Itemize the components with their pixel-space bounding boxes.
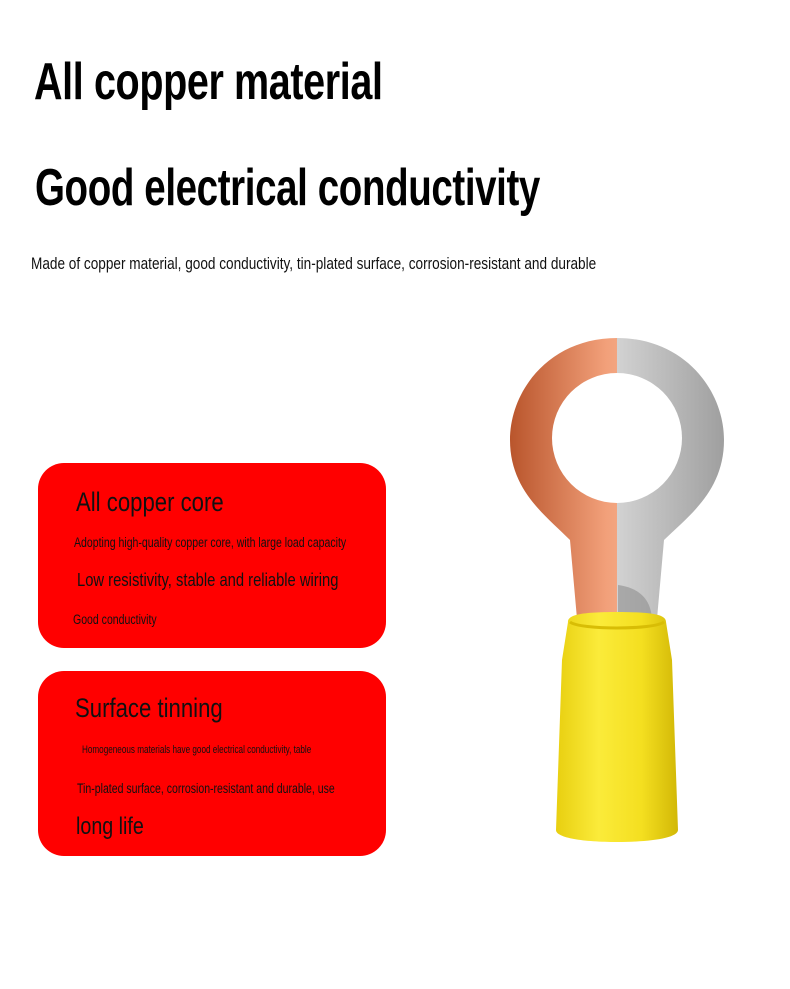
- terminal-yellow-insulation: [556, 612, 678, 842]
- card-line: Homogeneous materials have good electrical conductivity, table: [82, 744, 312, 756]
- ring-terminal-image: [500, 330, 735, 850]
- headline-conductivity: Good electrical conductivity: [35, 159, 540, 217]
- feature-card-surface-tinning: [38, 671, 386, 856]
- card-title: Surface tinning: [75, 693, 223, 723]
- card-line: Low resistivity, stable and reliable wiring: [77, 570, 339, 590]
- description-line: Made of copper material, good conductivity, tin-plated surface, corrosion-resistant and durable: [31, 254, 597, 273]
- card-line: Good conductivity: [73, 612, 157, 627]
- feature-card-copper-core: [38, 463, 386, 648]
- terminal-ring-hole: [552, 373, 682, 503]
- card-title: All copper core: [76, 487, 224, 517]
- headline-all-copper: All copper material: [34, 53, 383, 111]
- card-line: Adopting high-quality copper core, with large load capacity: [74, 535, 347, 550]
- card-line: long life: [76, 813, 144, 840]
- card-line: Tin-plated surface, corrosion-resistant and durable, use: [77, 781, 335, 796]
